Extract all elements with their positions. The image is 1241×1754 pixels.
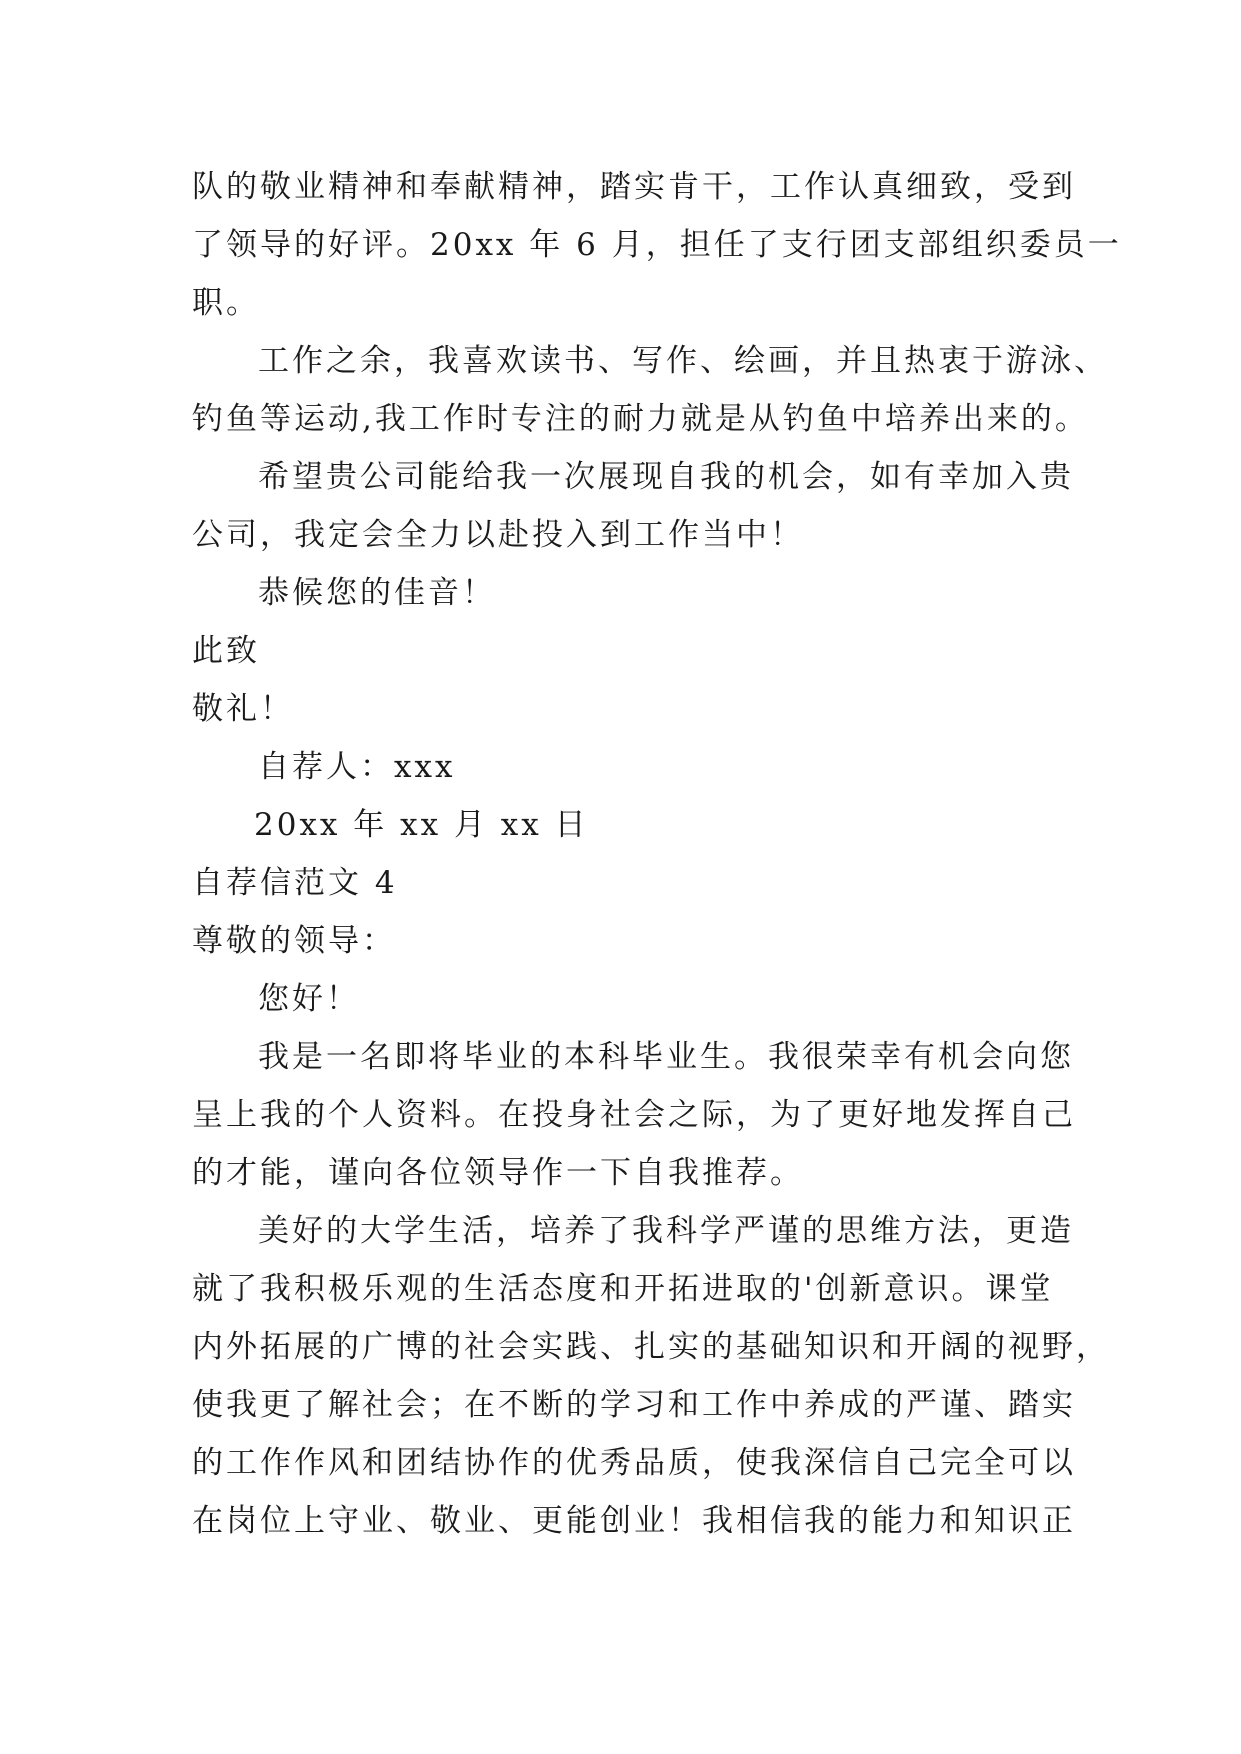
paragraph-line: 呈上我的个人资料。在投身社会之际，为了更好地发挥自己 (192, 1097, 1076, 1133)
paragraph-line: 使我更了解社会；在不断的学习和工作中养成的严谨、踏实 (192, 1387, 1076, 1423)
paragraph-line: 就了我积极乐观的生活态度和开拓进取的'创新意识。课堂 (192, 1271, 1054, 1307)
paragraph-line: 希望贵公司能给我一次展现自我的机会，如有幸加入贵 (258, 459, 1074, 495)
paragraph-line: 的工作作风和团结协作的优秀品质，使我深信自己完全可以 (192, 1445, 1076, 1481)
salutation-line: 此致 (192, 633, 260, 669)
paragraph-line: 的才能，谨向各位领导作一下自我推荐。 (192, 1155, 804, 1191)
paragraph-line: 队的敬业精神和奉献精神，踏实肯干，工作认真细致，受到 (192, 169, 1076, 205)
salutation-line: 敬礼！ (192, 691, 294, 727)
paragraph-line: 美好的大学生活，培养了我科学严谨的思维方法，更造 (258, 1213, 1074, 1249)
paragraph-line: 职。 (192, 285, 260, 321)
greeting-line: 您好！ (258, 981, 360, 1017)
letter-body (192, 158, 1122, 1550)
paragraph-line: 内外拓展的广博的社会实践、扎实的基础知识和开阔的视野， (192, 1329, 1110, 1365)
signature-line: 自荐人：xxx (258, 749, 456, 785)
paragraph-line: 公司，我定会全力以赴投入到工作当中！ (192, 517, 804, 553)
closing-line: 恭候您的佳音！ (258, 575, 496, 611)
paragraph-line: 了领导的好评。20xx 年 6 月，担任了支行团支部组织委员一 (192, 227, 1122, 263)
date-line: 20xx 年 xx 月 xx 日 (254, 807, 589, 843)
paragraph-line: 在岗位上守业、敬业、更能创业！我相信我的能力和知识正 (192, 1503, 1076, 1539)
paragraph-line: 钓鱼等运动,我工作时专注的耐力就是从钓鱼中培养出来的。 (192, 401, 1089, 437)
paragraph-line: 工作之余，我喜欢读书、写作、绘画，并且热衷于游泳、 (258, 343, 1108, 379)
paragraph-line: 我是一名即将毕业的本科毕业生。我很荣幸有机会向您 (258, 1039, 1074, 1075)
greeting-line: 尊敬的领导： (192, 923, 396, 959)
section-heading: 自荐信范文 4 (192, 865, 398, 901)
